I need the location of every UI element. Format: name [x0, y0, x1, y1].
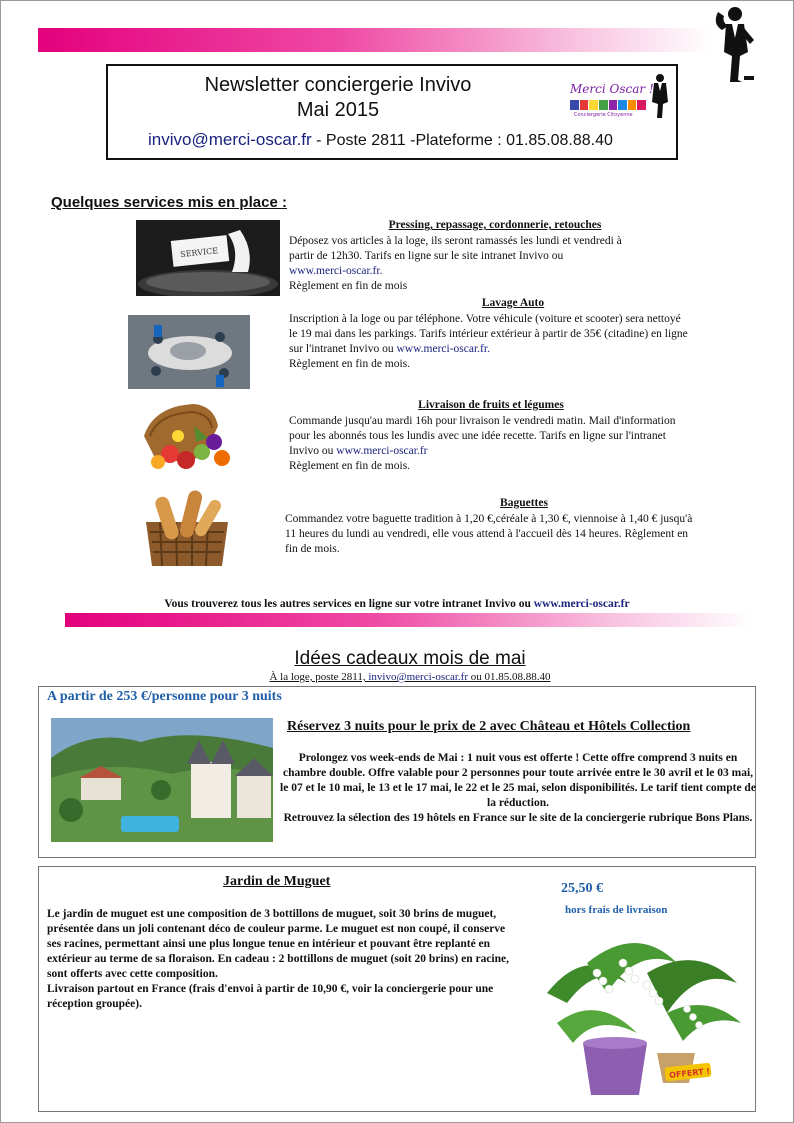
fruits-website-link[interactable]: www.merci-oscar.fr [336, 445, 428, 457]
services-footer-text: Vous trouverez tous les autres services en ligne sur votre intranet Invivo ou [164, 598, 534, 610]
hotel-offer-description [279, 751, 757, 826]
merci-oscar-logo [568, 70, 674, 122]
logo-service-icons [570, 100, 646, 110]
services-section-title: Quelques services mis en place : [51, 194, 287, 211]
contact-phone-text: - Poste 2811 -Plateforme : 01.85.08.88.40 [311, 132, 613, 149]
services-footer [0, 598, 794, 610]
service-title-lavage-auto: Lavage Auto [481, 297, 545, 309]
service-text-pressing-payment: Règlement en fin de mois [289, 280, 408, 292]
hotel-offer-description-main: Prolongez vos week-ends de Mai : 1 nuit vous est offerte ! Cette offre comprend 3 nuits en chambre double. Offre valable pour 2 personnes pour toute arrivée entre le 30 avril et le 03 mai, le 07 et le 10 mai, le 13 et le 17 mai, le 22 et le 25 mai, selon disponibilités. Le tarif tient compte de la réduction. [280, 752, 756, 809]
service-text-lavage-auto [289, 312, 689, 372]
muguet-offer-box [38, 866, 756, 1112]
service-text-fruits [289, 414, 693, 474]
newsletter-date: Mai 2015 [296, 99, 380, 121]
pressing-website-link[interactable]: www.merci-oscar.fr. [289, 265, 383, 277]
fruit-basket-image [134, 396, 236, 476]
service-text-pressing [289, 234, 701, 294]
gifts-contact-text: À la loge, poste 2811, [269, 671, 369, 683]
butler-silhouette-icon [708, 4, 760, 84]
lily-of-the-valley-image [527, 923, 749, 1099]
contact-line [148, 130, 613, 150]
service-text-lavage-payment: Règlement en fin de mois. [289, 358, 411, 370]
service-text-baguettes: Commandez votre baguette tradition à 1,20 €,céréale à 1,30 €, viennoise à 1,40 € jusqu'à 11 heures du lundi au vendredi, elle vous attend à l'accueil dès 14 heures. Règlement en fin de mois. [285, 513, 693, 555]
service-text-lavage-auto-body: Inscription à la loge ou par téléphone. Votre véhicule (voiture et scooter) sera nettoyé le 19 mai dans les parkings. Tarifs intérieur extérieur à partir de 35€ (citadine) en ligne sur l'intranet Invivo ou [289, 313, 688, 355]
muguet-offer-delivery: Livraison partout en France (frais d'envoi à partir de 10,90 €, voir la conciergerie pour une réception groupée). [47, 983, 494, 1010]
service-text-pressing-line2: partir de 12h30. Tarifs en ligne sur le site intranet Invivo ou [289, 250, 564, 262]
hotel-offer-box [38, 686, 756, 858]
car-wash-image [128, 315, 250, 389]
muguet-offer-heading: Jardin de Muguet [223, 874, 331, 889]
gifts-contact-phone: ou 01.85.08.88.40 [468, 671, 551, 683]
service-text-pressing-line1: Déposez vos articles à la loge, ils seront ramassés les lundi et vendredi à [289, 235, 622, 247]
chateau-hotel-image [51, 718, 273, 842]
logo-name: Merci Oscar ! [570, 82, 654, 96]
muguet-offer-description [47, 907, 521, 1012]
newsletter-header [106, 64, 678, 160]
service-text-fruits-payment: Règlement en fin de mois. [289, 460, 411, 472]
hotel-offer-heading: Réservez 3 nuits pour le prix de 2 avec Château et Hôtels Collection [287, 719, 691, 734]
muguet-offer-description-main: Le jardin de muguet est une composition de 3 bottillons de muguet, soit 30 brins de muguet, présentée dans un joli contenant déco de couleur parme. Le muguet est non coupé, il conserve ses racines, permettant ainsi une plus longue tenue en intérieur et pouvant être replanté en extérieur au terme de sa floraison. En cadeau : 2 bottillons de muguet (soit 20 brins) en racine, sont offerts avec cette composition. [47, 908, 509, 980]
muguet-offer-shipping: hors frais de livraison [565, 904, 668, 916]
service-title-baguettes: Baguettes [500, 497, 548, 509]
gifts-contact-line [0, 671, 794, 683]
hotel-offer-description-more: Retrouvez la sélection des 19 hôtels en France sur le site de la conciergerie rubrique Bons Plans. [283, 812, 753, 824]
service-title-pressing: Pressing, repassage, cordonnerie, retouches [388, 219, 602, 231]
pressing-service-image [136, 220, 280, 296]
gifts-contact-email-link[interactable]: invivo@merci-oscar.fr [368, 671, 468, 683]
middle-pink-banner [65, 613, 753, 627]
service-title-fruits: Livraison de fruits et légumes [418, 399, 564, 411]
muguet-offer-price: 25,50 € [561, 881, 603, 896]
offert-badge-text: OFFERT ! [668, 1066, 711, 1080]
lavage-website-link[interactable]: www.merci-oscar.fr. [396, 343, 490, 355]
contact-email-link[interactable]: invivo@merci-oscar.fr [148, 130, 312, 149]
gifts-title: Idées cadeaux mois de mai [294, 648, 526, 669]
logo-butler-icon [648, 72, 670, 120]
services-footer-link[interactable]: www.merci-oscar.fr [533, 598, 630, 610]
service-text-fruits-body: Commande jusqu'au mardi 16h pour livraison le vendredi matin. Mail d'information pour les abonnés tous les lundis avec une idée recette. Tarifs en ligne sur l'intranet Invivo ou [289, 415, 676, 457]
logo-tagline: Conciergerie Citoyenne [574, 112, 633, 118]
hotel-offer-price: A partir de 253 €/personne pour 3 nuits [47, 689, 282, 704]
pressing-card-label: SERVICE [179, 246, 219, 260]
top-pink-banner [38, 28, 712, 52]
newsletter-title: Newsletter conciergerie Invivo [204, 74, 472, 96]
baguette-basket-image [140, 486, 234, 572]
